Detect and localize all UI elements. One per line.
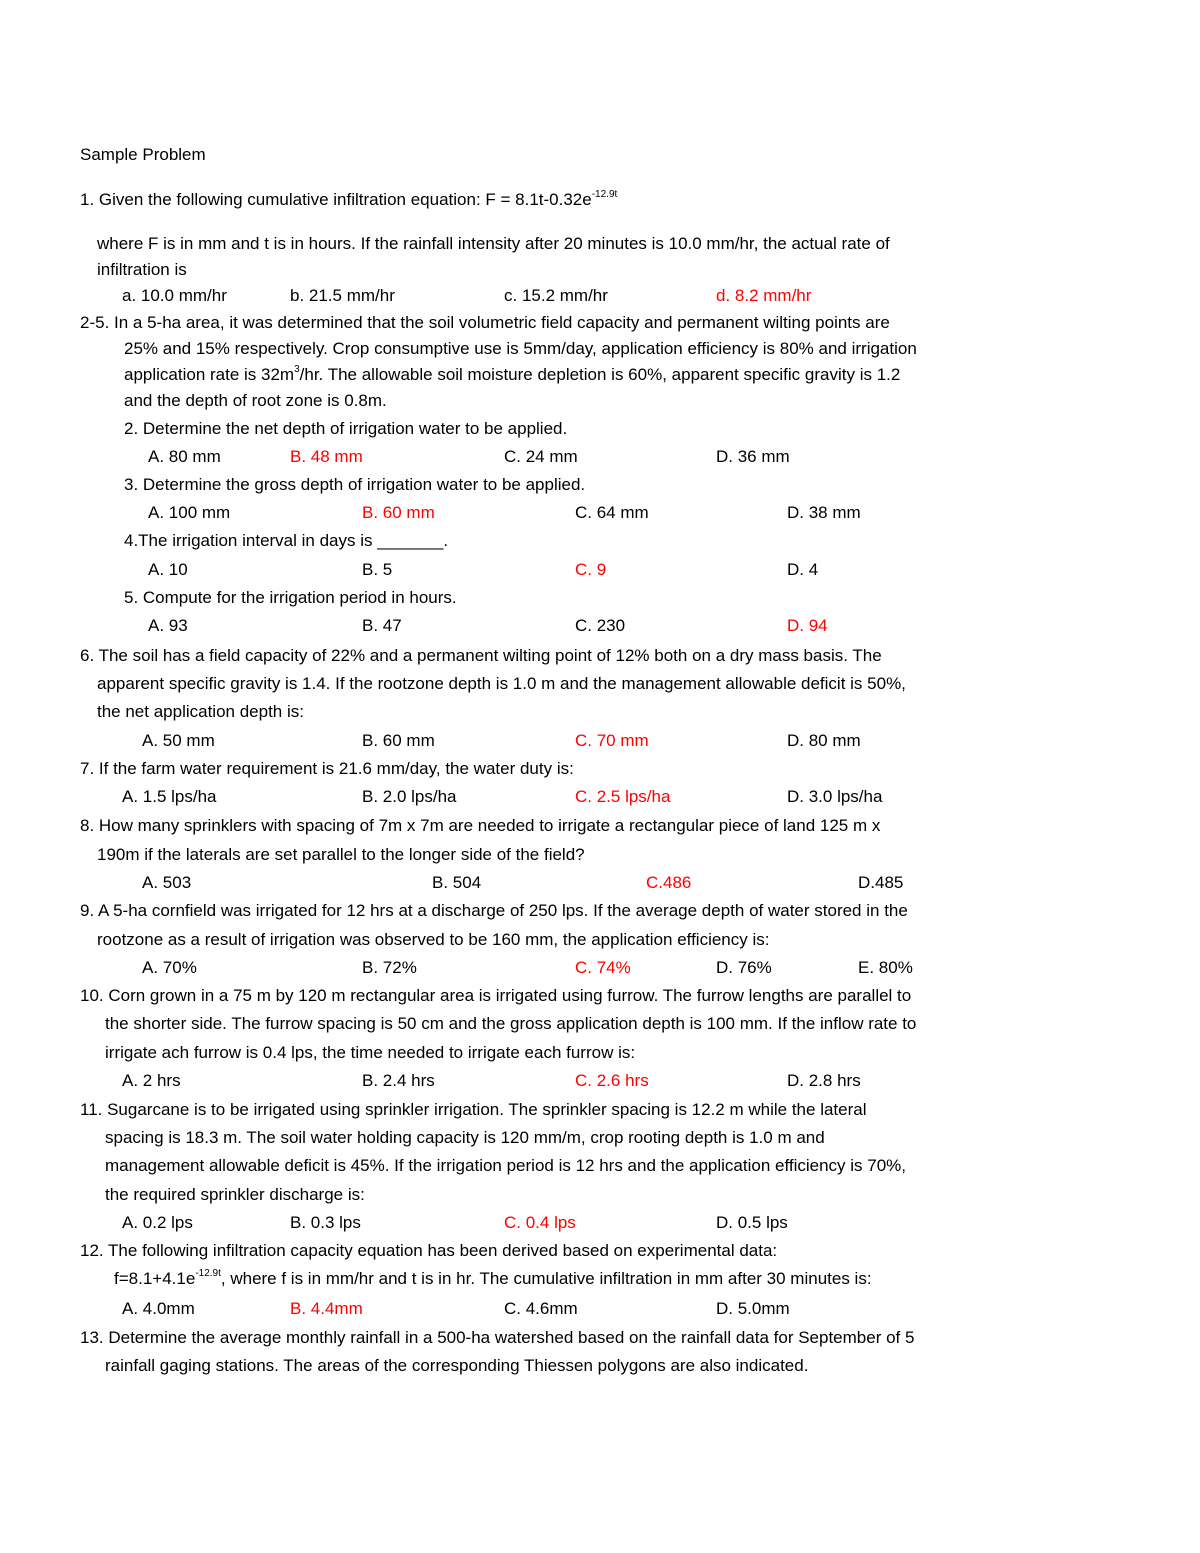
question-8-option-b: B. 504 bbox=[432, 873, 482, 892]
document-title: Sample Problem bbox=[80, 145, 206, 164]
question-11-option-a: A. 0.2 lps bbox=[122, 1213, 193, 1232]
question-1-lead: 1. Given the following cumulative infiltration equation: F = 8.1t-0.32e bbox=[80, 190, 592, 209]
question-12-option-c: C. 4.6mm bbox=[504, 1299, 578, 1318]
question-11-option-d: D. 0.5 lps bbox=[716, 1213, 788, 1232]
question-2-5-intro-line bbox=[124, 365, 900, 385]
question-1-body-line: where F is in mm and t is in hours. If the rainfall intensity after 20 minutes is 10.0 mm/hr, the actual rate of bbox=[97, 234, 890, 253]
question-12-option-b-answer: B. 4.4mm bbox=[290, 1299, 363, 1318]
question-12-line: 12. The following infiltration capacity equation has been derived based on experimental data: bbox=[80, 1241, 778, 1260]
question-1-option-b: b. 21.5 mm/hr bbox=[290, 286, 395, 305]
question-8-line: 190m if the laterals are set parallel to the longer side of the field? bbox=[97, 845, 585, 864]
question-2-option-c: C. 24 mm bbox=[504, 447, 578, 466]
question-11-line: the required sprinkler discharge is: bbox=[105, 1185, 365, 1204]
question-9-option-e: E. 80% bbox=[858, 958, 913, 977]
question-12-option-d: D. 5.0mm bbox=[716, 1299, 790, 1318]
question-8-option-c-answer: C.486 bbox=[646, 873, 692, 892]
question-5: 5. Compute for the irrigation period in hours. bbox=[124, 588, 457, 607]
question-13-line: rainfall gaging stations. The areas of the corresponding Thiessen polygons are also indicated. bbox=[105, 1356, 809, 1375]
question-3-option-c: C. 64 mm bbox=[575, 503, 649, 522]
question-7-option-b: B. 2.0 lps/ha bbox=[362, 787, 457, 806]
equation-exponent: -12.9t bbox=[195, 1268, 221, 1280]
question-4-option-c-answer: C. 9 bbox=[575, 560, 607, 579]
question-11-line: spacing is 18.3 m. The soil water holding capacity is 120 mm/m, crop rooting depth is 1.0 m and bbox=[105, 1128, 825, 1147]
question-2-option-d: D. 36 mm bbox=[716, 447, 790, 466]
question-6-line: the net application depth is: bbox=[97, 702, 304, 721]
question-4-option-a: A. 10 bbox=[148, 560, 188, 579]
question-6-line: apparent specific gravity is 1.4. If the rootzone depth is 1.0 m and the management allowable deficit is 50%, bbox=[97, 674, 906, 693]
question-12-equation-line bbox=[114, 1269, 872, 1289]
equation-text: f=8.1+4.1e bbox=[114, 1269, 196, 1288]
question-4: 4.The irrigation interval in days is _______. bbox=[124, 531, 449, 550]
question-5-option-b: B. 47 bbox=[362, 616, 402, 635]
question-11-line: 11. Sugarcane is to be irrigated using sprinkler irrigation. The sprinkler spacing is 12.2 m while the lateral bbox=[80, 1100, 867, 1119]
question-4-option-d: D. 4 bbox=[787, 560, 819, 579]
question-1 bbox=[80, 190, 617, 210]
question-10-line: the shorter side. The furrow spacing is 50 cm and the gross application depth is 100 mm. If the inflow rate to bbox=[105, 1014, 917, 1033]
question-9-line: rootzone as a result of irrigation was observed to be 160 mm, the application efficiency is: bbox=[97, 930, 770, 949]
question-10-line: irrigate ach furrow is 0.4 lps, the time needed to irrigate each furrow is: bbox=[105, 1043, 636, 1062]
question-3-option-b-answer: B. 60 mm bbox=[362, 503, 435, 522]
question-8-line: 8. How many sprinklers with spacing of 7m x 7m are needed to irrigate a rectangular piece of land 125 m x bbox=[80, 816, 881, 835]
question-3: 3. Determine the gross depth of irrigation water to be applied. bbox=[124, 475, 586, 494]
question-7-option-c-answer: C. 2.5 lps/ha bbox=[575, 787, 671, 806]
question-2-5-intro-line: 25% and 15% respectively. Crop consumptive use is 5mm/day, application efficiency is 80% and irrigation bbox=[124, 339, 917, 358]
question-3-option-a: A. 100 mm bbox=[148, 503, 231, 522]
question-9-option-a: A. 70% bbox=[142, 958, 197, 977]
question-1-option-d-answer: d. 8.2 mm/hr bbox=[716, 286, 812, 305]
question-1-exponent: -12.9t bbox=[591, 189, 618, 201]
question-7-line: 7. If the farm water requirement is 21.6 mm/day, the water duty is: bbox=[80, 759, 574, 778]
question-4-option-b: B. 5 bbox=[362, 560, 393, 579]
question-5-option-d-answer: D. 94 bbox=[787, 616, 828, 635]
question-11-option-c-answer: C. 0.4 lps bbox=[504, 1213, 576, 1232]
equation-text: , where f is in mm/hr and t is in hr. The cumulative infiltration in mm after 30 minutes is: bbox=[220, 1269, 872, 1288]
question-1-body-line: infiltration is bbox=[97, 260, 187, 279]
question-10-option-a: A. 2 hrs bbox=[122, 1071, 181, 1090]
question-1-option-c: c. 15.2 mm/hr bbox=[504, 286, 608, 305]
question-1-option-a: a. 10.0 mm/hr bbox=[122, 286, 227, 305]
question-10-option-c-answer: C. 2.6 hrs bbox=[575, 1071, 649, 1090]
cubic-exponent: 3 bbox=[294, 364, 300, 376]
intro-text: application rate is 32m bbox=[124, 365, 295, 384]
question-5-option-a: A. 93 bbox=[148, 616, 188, 635]
question-6-option-b: B. 60 mm bbox=[362, 731, 435, 750]
question-11-option-b: B. 0.3 lps bbox=[290, 1213, 361, 1232]
question-9-option-d: D. 76% bbox=[716, 958, 772, 977]
question-10-option-d: D. 2.8 hrs bbox=[787, 1071, 861, 1090]
question-2-5-intro-line: 2-5. In a 5-ha area, it was determined that the soil volumetric field capacity and permanent wilting points are bbox=[80, 313, 890, 332]
question-10-line: 10. Corn grown in a 75 m by 120 m rectangular area is irrigated using furrow. The furrow lengths are parallel to bbox=[80, 986, 912, 1005]
question-2-option-a: A. 80 mm bbox=[148, 447, 221, 466]
question-12-option-a: A. 4.0mm bbox=[122, 1299, 195, 1318]
question-9-line: 9. A 5-ha cornfield was irrigated for 12 hrs at a discharge of 250 lps. If the average depth of water stored in the bbox=[80, 901, 908, 920]
question-9-option-c-answer: C. 74% bbox=[575, 958, 631, 977]
question-6-option-c-answer: C. 70 mm bbox=[575, 731, 649, 750]
question-6-line: 6. The soil has a field capacity of 22% and a permanent wilting point of 12% both on a dry mass basis. The bbox=[80, 646, 882, 665]
question-13-line: 13. Determine the average monthly rainfall in a 500-ha watershed based on the rainfall data for September of 5 bbox=[80, 1328, 915, 1347]
question-3-option-d: D. 38 mm bbox=[787, 503, 861, 522]
question-6-option-d: D. 80 mm bbox=[787, 731, 861, 750]
question-2-option-b-answer: B. 48 mm bbox=[290, 447, 363, 466]
question-8-option-d: D.485 bbox=[858, 873, 904, 892]
question-5-option-c: C. 230 bbox=[575, 616, 626, 635]
question-7-option-d: D. 3.0 lps/ha bbox=[787, 787, 883, 806]
question-6-option-a: A. 50 mm bbox=[142, 731, 215, 750]
question-7-option-a: A. 1.5 lps/ha bbox=[122, 787, 217, 806]
question-11-line: management allowable deficit is 45%. If the irrigation period is 12 hrs and the application efficiency is 70%, bbox=[105, 1156, 907, 1175]
question-2: 2. Determine the net depth of irrigation water to be applied. bbox=[124, 419, 568, 438]
question-8-option-a: A. 503 bbox=[142, 873, 192, 892]
question-2-5-intro-line: and the depth of root zone is 0.8m. bbox=[124, 391, 387, 410]
question-10-option-b: B. 2.4 hrs bbox=[362, 1071, 435, 1090]
question-9-option-b: B. 72% bbox=[362, 958, 417, 977]
intro-text: /hr. The allowable soil moisture depletion is 60%, apparent specific gravity is 1.2 bbox=[299, 365, 901, 384]
